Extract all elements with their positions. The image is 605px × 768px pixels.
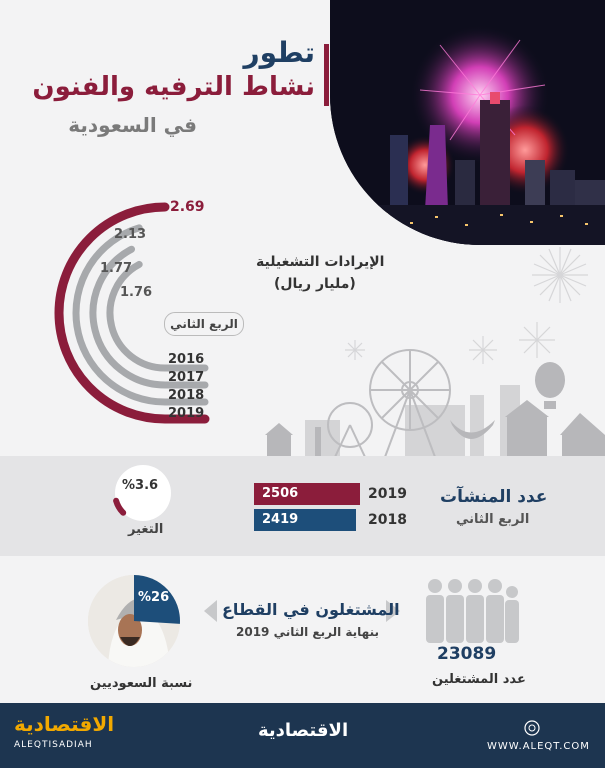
change-donut [108, 458, 178, 528]
employees-count-label: عدد المشتغلين [432, 672, 526, 687]
year-label-2016: 2016 [168, 352, 205, 367]
change-value: %3.6 [122, 478, 159, 493]
year-label-2017: 2017 [168, 370, 205, 385]
bar-2019 [254, 483, 360, 505]
bar-2019-year: 2019 [368, 486, 407, 502]
value-label-2018: 2.13 [114, 227, 147, 242]
page-title-line1: تطور [243, 36, 315, 69]
saudis-label: نسبة السعوديين [90, 676, 193, 691]
revenue-label-line1: الإيرادات التشغيلية [256, 254, 385, 270]
bar-2018 [254, 509, 356, 531]
footer-left-brand-latin: ALEQTISADIAH [14, 740, 93, 750]
page-title-line2: نشاط الترفيه والفنون [32, 72, 315, 102]
city-fireworks-photo [330, 0, 605, 245]
employees-count: 23089 [437, 644, 497, 664]
value-label-2019: 2.69 [170, 199, 205, 215]
year-label-2018: 2018 [168, 388, 205, 403]
saudis-value: %26 [138, 590, 170, 605]
bar-2018-value: 2419 [262, 512, 299, 527]
footer-url: WWW.ALEQT.COM [487, 741, 590, 752]
chevron-left-icon [204, 600, 218, 622]
globe-icon [524, 720, 540, 736]
page-title-line3: في السعودية [68, 113, 197, 137]
footer-center-brand: الاقتصادية [258, 720, 349, 741]
saudis-share-wedge [88, 575, 180, 667]
value-label-2016: 1.76 [120, 285, 153, 300]
change-label: التغير [128, 522, 164, 537]
people-group-icon [420, 578, 520, 643]
amusement-park-illustration [255, 245, 605, 457]
quarter-badge: الربع الثاني [164, 312, 244, 336]
title-accent-bar [324, 44, 329, 106]
establishments-title: عدد المنشآت [440, 487, 548, 507]
employees-title: المشتغلون في القطاع [222, 600, 400, 619]
value-label-2017: 1.77 [100, 261, 133, 276]
revenue-label-line2: (مليار ريال) [274, 276, 356, 292]
footer-left-brand: الاقتصادية [14, 712, 115, 736]
establishments-subtitle: الربع الثاني [456, 512, 530, 527]
employees-subtitle: بنهاية الربع الثاني 2019 [236, 625, 380, 639]
bar-2019-value: 2506 [262, 486, 299, 501]
bar-2018-year: 2018 [368, 512, 407, 528]
year-label-2019: 2019 [168, 406, 205, 421]
